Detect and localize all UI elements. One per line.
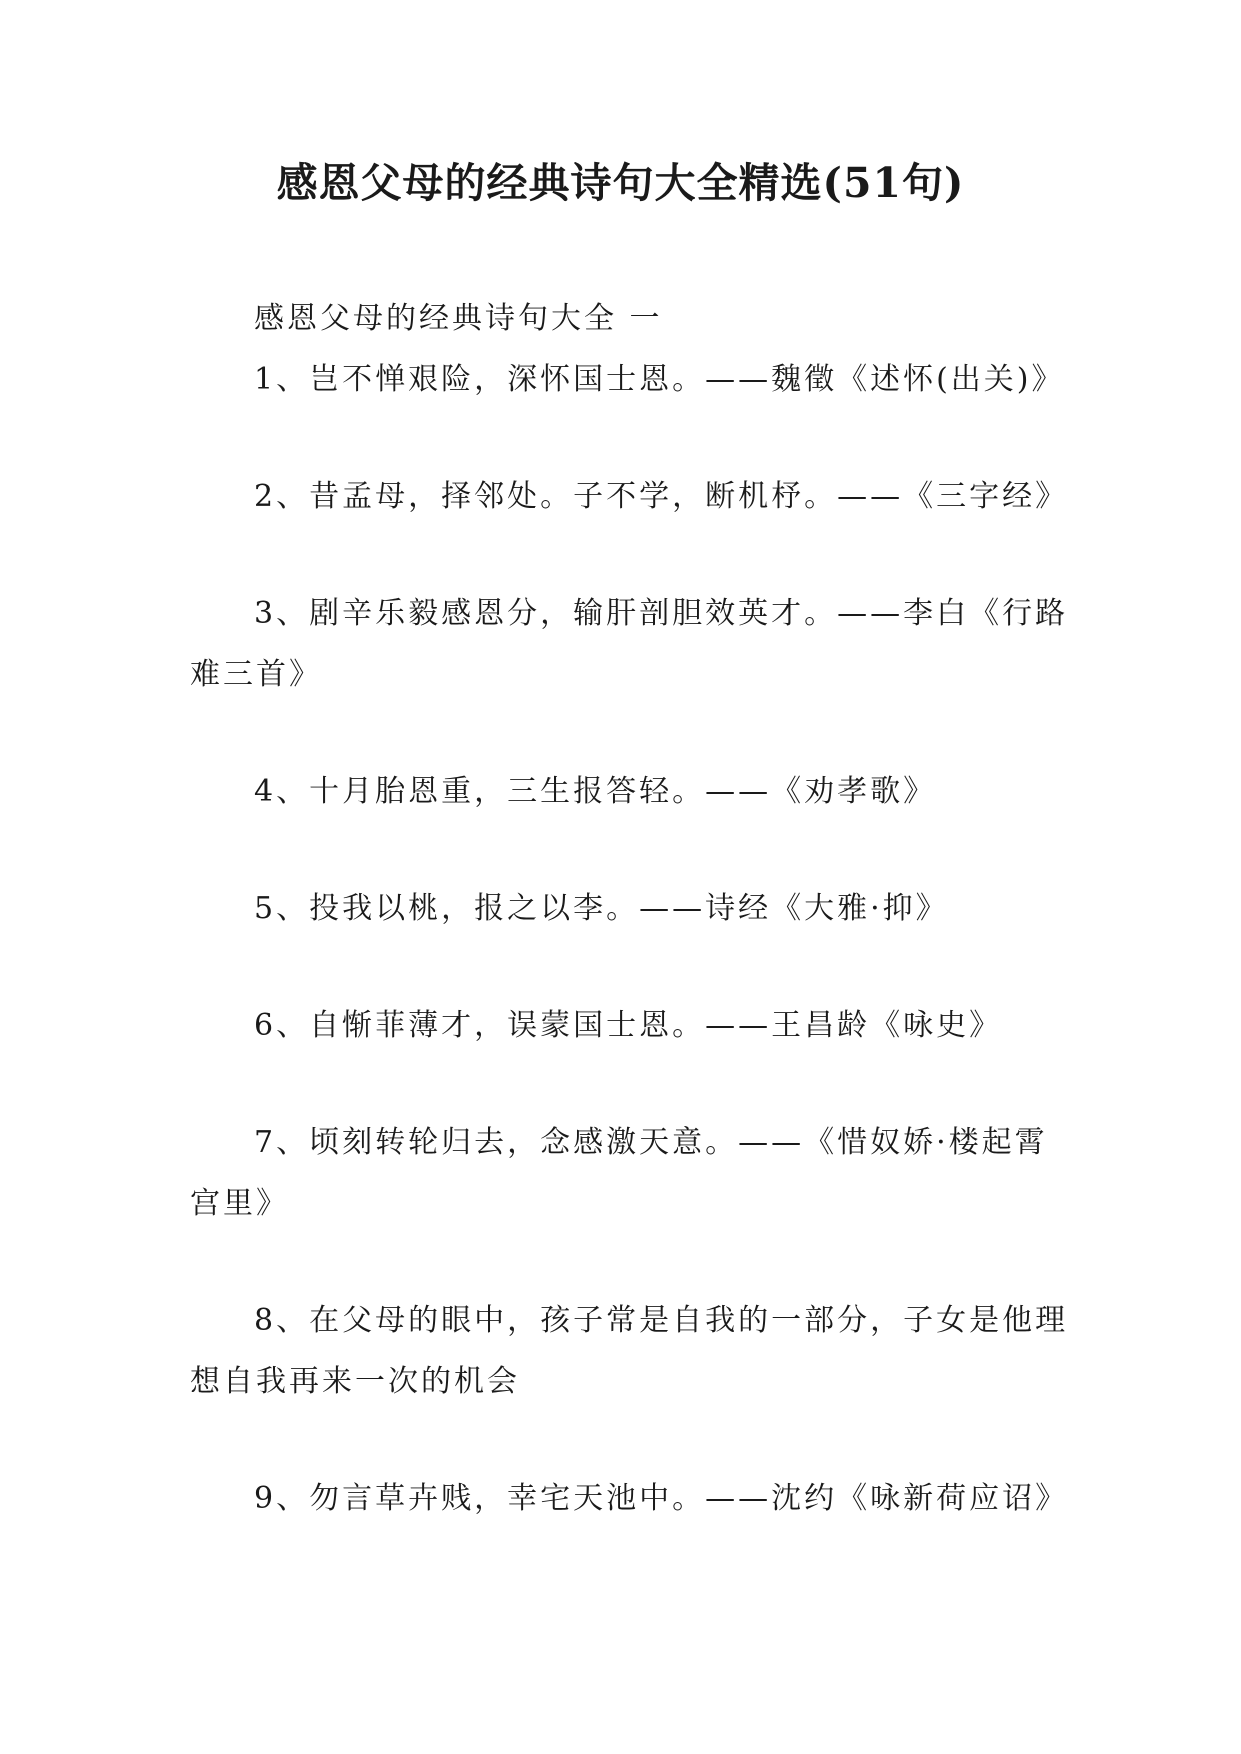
poem-item-1: 1、岂不惮艰险，深怀国士恩。——魏徵《述怀(出关)》	[254, 362, 1065, 397]
poem-item-2: 2、昔孟母，择邻处。子不学，断机杼。——《三字经》	[254, 479, 1069, 514]
poem-item-6: 6、自惭菲薄才，误蒙国士恩。——王昌龄《咏史》	[254, 1008, 1003, 1043]
poem-item-3: 3、剧辛乐毅感恩分，输肝剖胆效英才。——李白《行路难三首》	[190, 596, 1069, 692]
poem-item-9: 9、勿言草卉贱，幸宅天池中。——沈约《咏新荷应诏》	[254, 1481, 1069, 1516]
section-heading: 感恩父母的经典诗句大全 一	[254, 301, 663, 336]
poem-item-5: 5、投我以桃，报之以李。——诗经《大雅·抑》	[254, 891, 949, 926]
poem-item-8: 8、在父母的眼中，孩子常是自我的一部分，子女是他理想自我再来一次的机会	[190, 1303, 1069, 1399]
document-body	[190, 288, 1070, 1585]
poem-item-4: 4、十月胎恩重，三生报答轻。——《劝孝歌》	[254, 774, 937, 809]
page-title: 感恩父母的经典诗句大全精选(51句)	[276, 159, 965, 207]
poem-item-7: 7、顷刻转轮归去，念感激天意。——《惜奴娇·楼起霄宫里》	[190, 1125, 1048, 1221]
